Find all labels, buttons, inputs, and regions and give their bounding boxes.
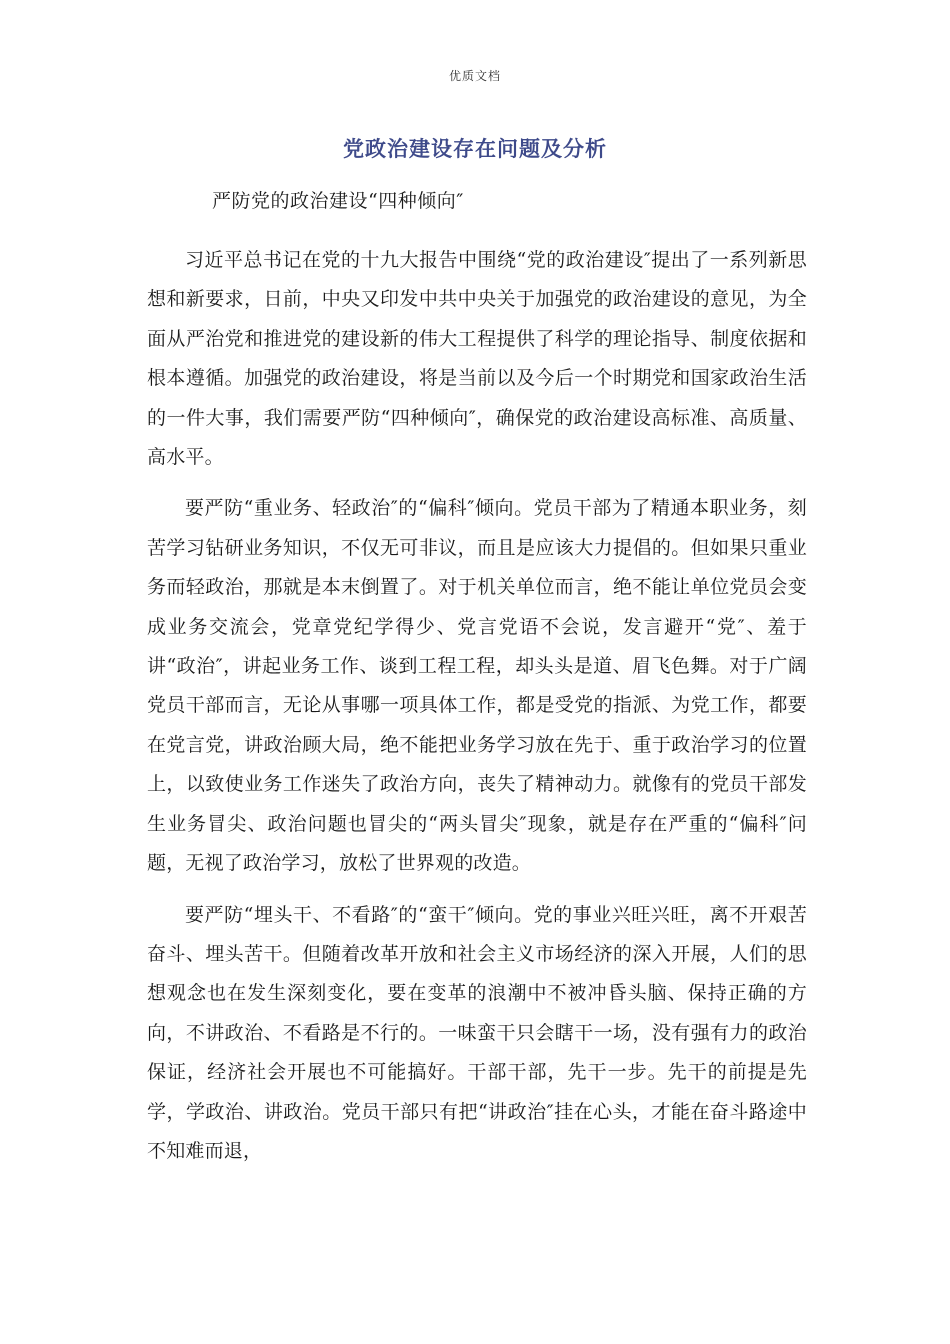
paragraph-intro: 习近平总书记在党的十九大报告中围绕“党的政治建设″提出了一系列新思想和新要求，日前，中央又印发中共中央关于加强党的政治建设的意见，为全面从严治党和推进党的建设新的伟大工程提供了科学的理论指导、制度依据和根本遵循。加强党的政治建设，将是当前以及今后一个时期党和国家政治生活的一件大事，我们需要严防“四种倾向″，确保党的政治建设高标准、高质量、高水平。 xyxy=(147,249,807,469)
document-title: 党政治建设存在问题及分析 xyxy=(343,137,607,161)
paragraph-pianke: 要严防“重业务、轻政治″的“偏科″倾向。党员干部为了精通本职业务，刻苦学习钻研业务知识，不仅无可非议，而且是应该大力提倡的。但如果只重业务而轻政治，那就是本末倒置了。对于机关单位而言，绝不能让单位党员会变成业务交流会，党章党纪学得少、党言党语不会说，发言避开“党″、羞于讲“政治″，讲起业务工作、谈到工程工程，却头头是道、眉飞色舞。对于广阔党员干部而言，无论从事哪一项具体工作，都是受党的指派、为党工作，都要在党言党，讲政治顾大局，绝不能把业务学习放在先于、重于政治学习的位置上，以致使业务工作迷失了政治方向，丧失了精神动力。就像有的党员干部发生业务冒尖、政治问题也冒尖的“两头冒尖″现象，就是存在严重的“偏科″问题，无视了政治学习，放松了世界观的改造。 xyxy=(147,497,807,875)
document-body xyxy=(147,241,807,1183)
paragraph-mangan: 要严防“埋头干、不看路″的“蛮干″倾向。党的事业兴旺兴旺，离不开艰苦奋斗、埋头苦干。但随着改革开放和社会主义市场经济的深入开展，人们的思想观念也在发生深刻变化，要在变革的浪潮中不被冲昏头脑、保持正确的方向，不讲政治、不看路是不行的。一味蛮干只会瞎干一场，没有强有力的政治保证，经济社会开展也不可能搞好。干部干部，先干一步。先干的前提是先学，学政治、讲政治。党员干部只有把“讲政治″挂在心头，才能在奋斗路途中不知难而退， xyxy=(147,903,807,1162)
header-watermark-text: 优质文档 xyxy=(448,69,501,83)
document-subtitle: 严防党的政治建设“四种倾向″ xyxy=(212,190,464,212)
